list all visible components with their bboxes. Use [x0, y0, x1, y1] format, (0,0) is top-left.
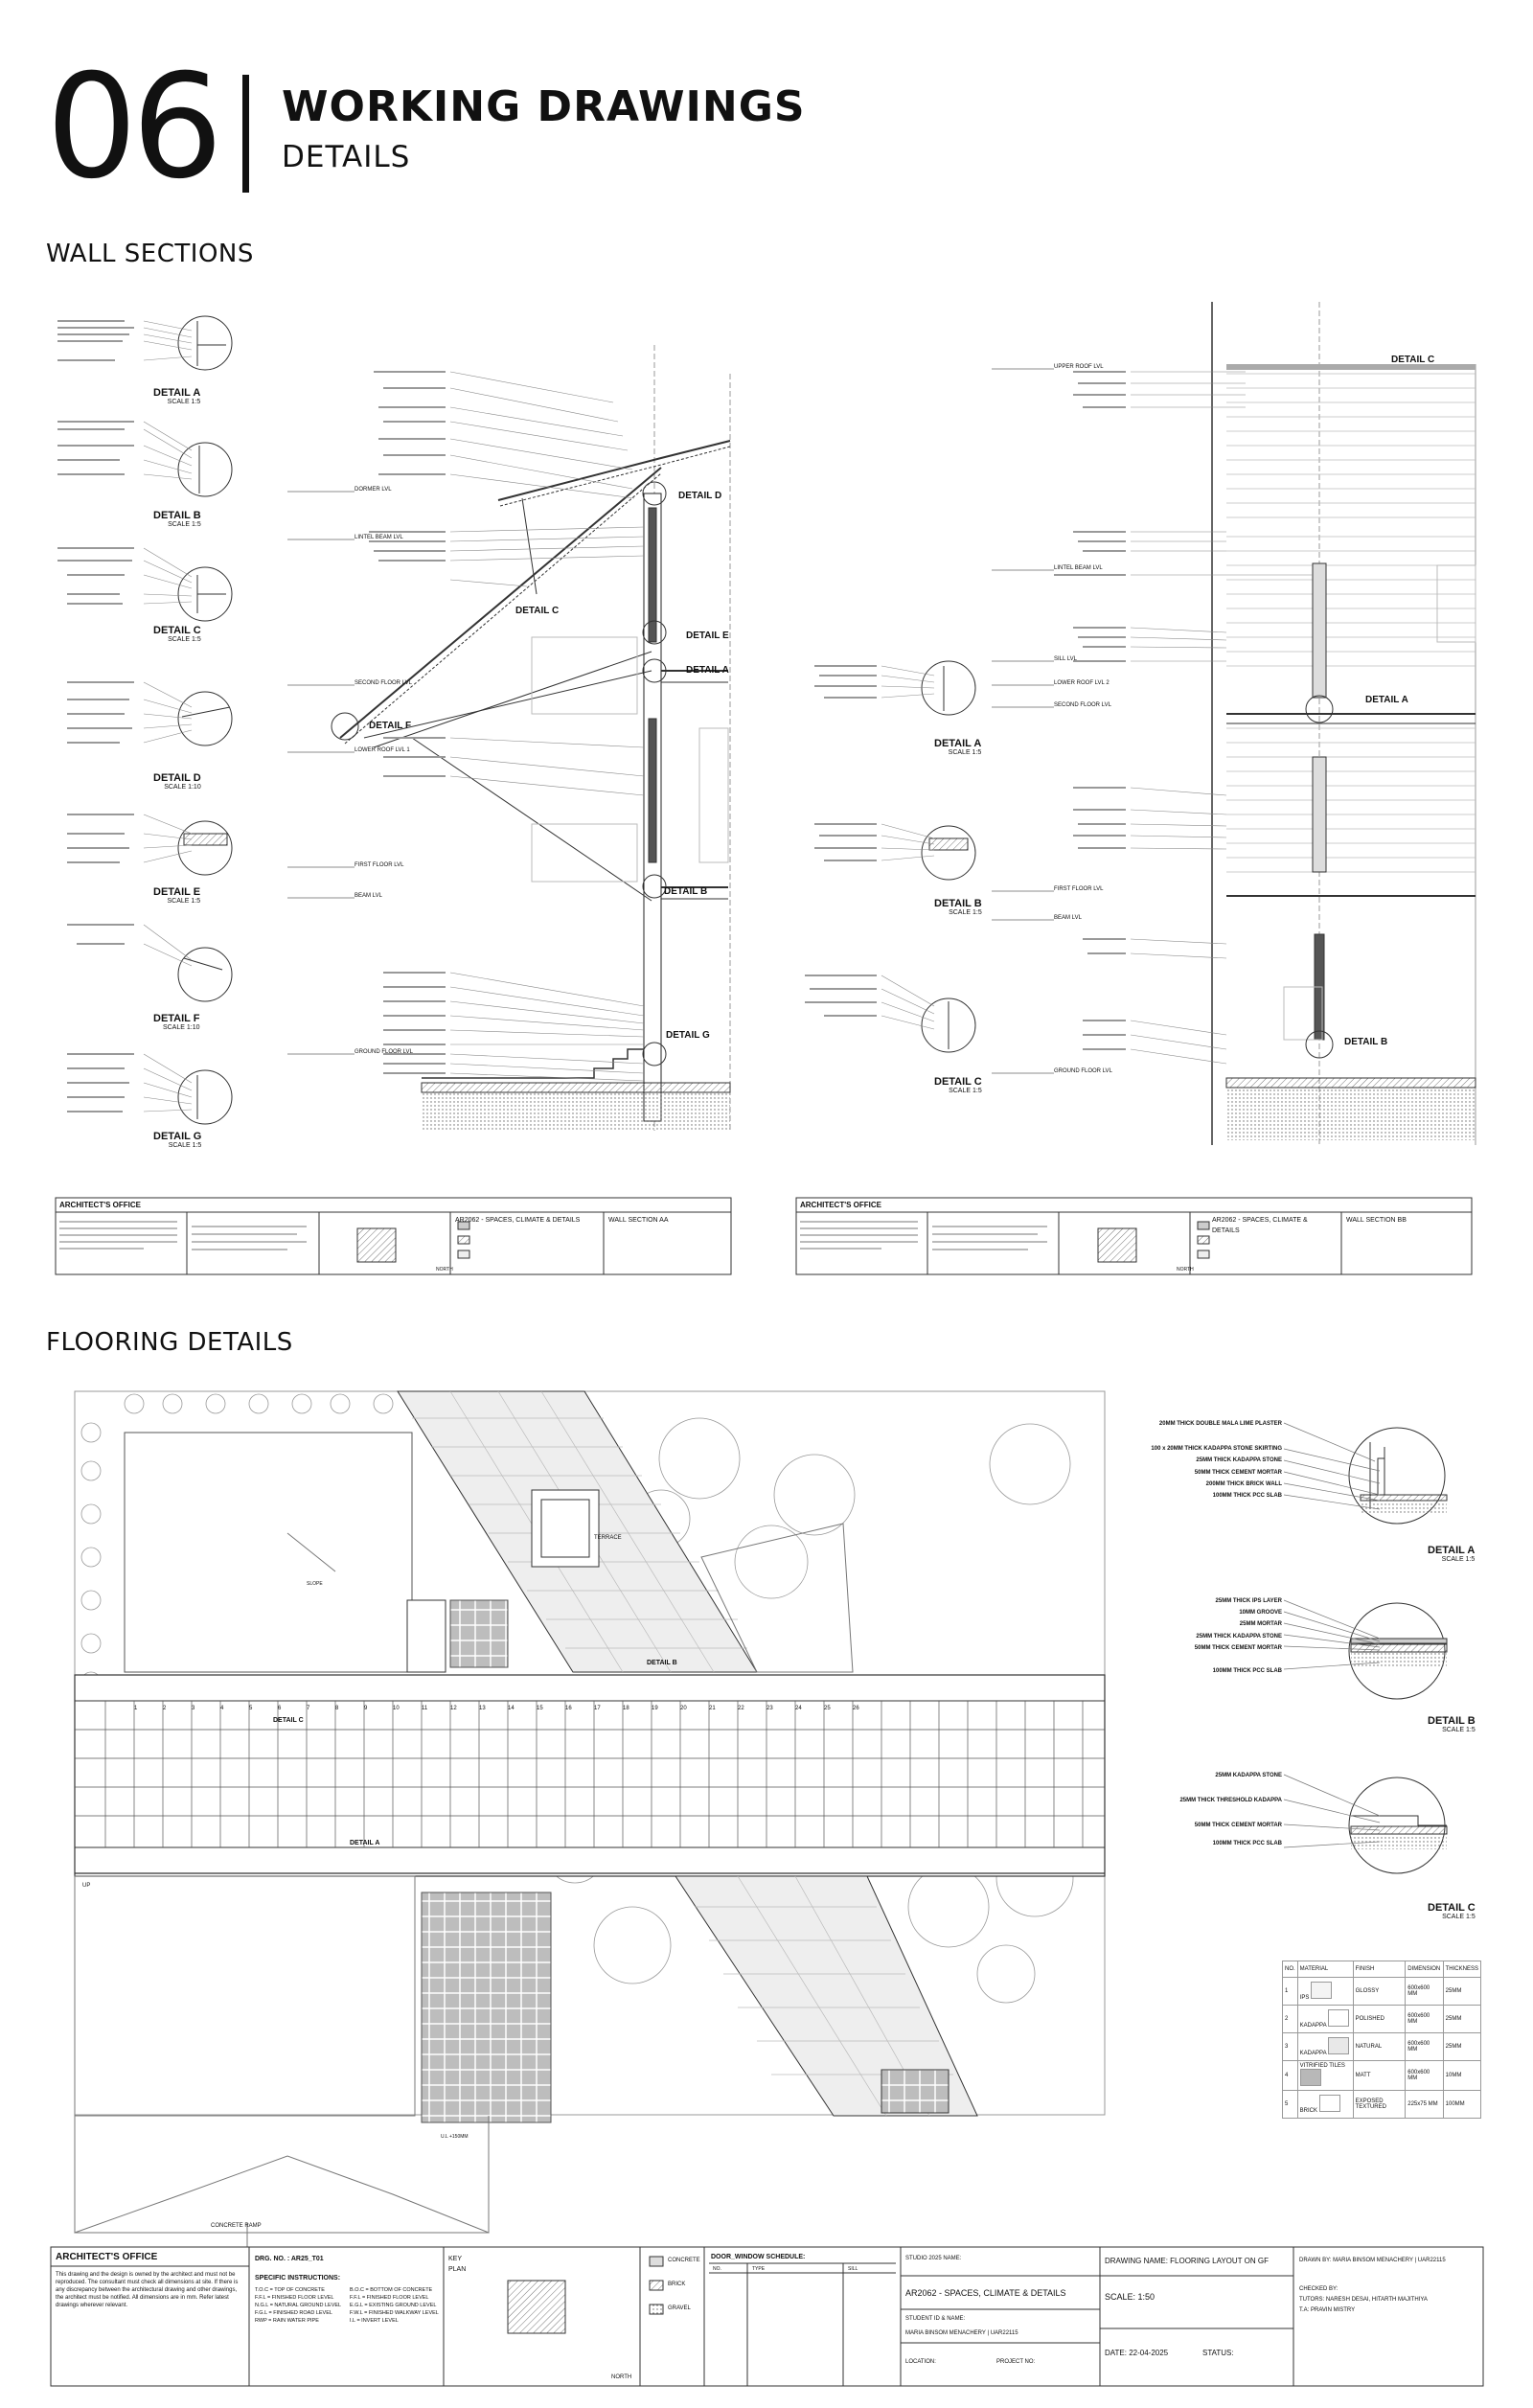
grid-number: 25 [824, 1706, 831, 1711]
titleblock-office: ARCHITECT'S OFFICE [800, 1201, 882, 1209]
cell: 5 [1283, 2091, 1298, 2119]
wall-detail-label: DETAIL D SCALE 1:10 [153, 772, 201, 791]
flooring-detail-c-layers [1131, 1770, 1282, 1850]
cell: EXPOSED TEXTURED [1353, 2091, 1406, 2119]
cell: 1 [1283, 1978, 1298, 2006]
col-header: THICKNESS [1443, 1961, 1480, 1978]
material-swatch [1319, 2095, 1340, 2112]
cell: 225x75 MM [1406, 2091, 1443, 2119]
drawing-status: STATUS: [1202, 2349, 1234, 2357]
section-callout: DETAIL B [664, 886, 708, 897]
small-titleblock-frames [56, 1198, 1472, 1274]
flooring-detail-a-layers [1131, 1418, 1282, 1502]
titleblock-north: NORTH [611, 2374, 632, 2380]
layer-label: 50MM THICK CEMENT MORTAR [1194, 1823, 1282, 1828]
section-callout: DETAIL C [515, 606, 560, 616]
material-swatch [1311, 1982, 1332, 1999]
flooring-detail-drawings [1284, 1423, 1447, 1873]
cell: POLISHED [1353, 2006, 1406, 2033]
drawing-date: DATE: 22-04-2025 [1105, 2349, 1169, 2357]
cell: 25MM [1443, 2033, 1480, 2061]
instruction-line: F.F.L = FINISHED FLOOR LEVEL [255, 2295, 334, 2301]
col-header: FINISH [1353, 1961, 1406, 1978]
cell: 2 [1283, 2006, 1298, 2033]
plan-label: U.L +150MM [441, 2134, 469, 2140]
schedule-col: NO. [713, 2266, 721, 2272]
material-name: KADAPPA [1299, 2051, 1327, 2056]
layer-label: 100MM THICK PCC SLAB [1212, 1668, 1282, 1675]
plan-label: DETAIL A [350, 1840, 380, 1846]
layer-label: 10MM GROOVE [1239, 1610, 1282, 1617]
col-header: DIMENSION [1406, 1961, 1443, 1978]
level-label: DORMER LVL [355, 487, 392, 493]
material-name: IPS [1299, 1995, 1310, 2001]
material-table [1282, 1961, 1481, 2119]
grid-number: 16 [565, 1706, 572, 1711]
section-heading-wall: WALL SECTIONS [46, 240, 254, 268]
level-label: GROUND FLOOR LVL [1054, 1068, 1112, 1074]
plan-label: DETAIL C [273, 1717, 304, 1724]
grid-number: 6 [278, 1706, 282, 1711]
titleblock-key-plan: KEY PLAN [448, 2256, 467, 2273]
titleblock-course: AR2062 - SPACES, CLIMATE & DETAILS [1212, 1217, 1308, 1234]
section-callout: DETAIL F [369, 721, 412, 731]
level-label: LINTEL BEAM LVL [1054, 565, 1103, 571]
grid-number: 23 [766, 1706, 773, 1711]
grid-number: 1 [134, 1706, 138, 1711]
material-name: VITRIFIED TILES [1299, 2063, 1345, 2069]
detail-circles-left [178, 316, 232, 1124]
section-callout: DETAIL E [686, 631, 729, 641]
cell: 25MM [1443, 1978, 1480, 2006]
annotation-stubs-left [57, 321, 134, 1112]
grid-number: 20 [680, 1706, 687, 1711]
flooring-detail-b-layers [1131, 1595, 1282, 1677]
cell [1297, 2091, 1353, 2119]
flooring-detail-label: DETAIL C SCALE 1:5 [1428, 1902, 1476, 1920]
grid-number: 21 [709, 1706, 716, 1711]
grid-number: 22 [738, 1706, 744, 1711]
col-header: NO. [1283, 1961, 1298, 1978]
legend-item: GRAVEL [668, 2305, 691, 2311]
titleblock-instructions-col1 [255, 2286, 346, 2325]
legend-item: BRICK [668, 2282, 686, 2287]
layer-label: 20MM THICK DOUBLE MALA LIME PLASTER [1158, 1421, 1282, 1427]
wall-detail-label: DETAIL E SCALE 1:5 [153, 886, 201, 905]
section-callout: DETAIL A [1365, 695, 1408, 705]
layer-label: 100MM THICK PCC SLAB [1212, 1841, 1282, 1846]
instruction-line: T.O.C = TOP OF CONCRETE [255, 2287, 325, 2293]
section-callout: DETAIL A [686, 665, 729, 676]
grid-number: 7 [307, 1706, 310, 1711]
grid-number: 14 [508, 1706, 515, 1711]
level-label: UPPER ROOF LVL [1054, 364, 1104, 370]
student-label: STUDENT ID & NAME: [905, 2316, 966, 2322]
section-callout: DETAIL C [1391, 355, 1435, 365]
cell: NATURAL [1353, 2033, 1406, 2061]
checked-by: CHECKED BY: [1299, 2286, 1339, 2292]
level-label: FIRST FLOOR LVL [1054, 886, 1104, 892]
titleblock-office: ARCHITECT'S OFFICE [56, 2252, 158, 2262]
level-label: GROUND FLOOR LVL [355, 1049, 413, 1055]
student-name: MARIA BINSOM MENACHERY | UAR22115 [905, 2330, 1018, 2336]
plan-label: TERRACE [594, 1535, 622, 1541]
table-row [1283, 1978, 1481, 2006]
cell: 600x600 MM [1406, 1978, 1443, 2006]
drawn-by: DRAWN BY: MARIA BINSOM MENACHERY | UAR22115 [1299, 2258, 1446, 2263]
flooring-detail-label: DETAIL A SCALE 1:5 [1428, 1545, 1476, 1563]
material-swatch [1300, 2069, 1321, 2086]
layer-label: 25MM THICK KADAPPA STONE [1196, 1457, 1282, 1464]
cell: MATT [1353, 2061, 1406, 2091]
grid-number: 24 [795, 1706, 802, 1711]
table-row [1283, 2091, 1481, 2119]
wall-detail-label: DETAIL B SCALE 1:5 [153, 510, 201, 528]
page-title: WORKING DRAWINGS [282, 82, 806, 131]
wall-section-right [805, 302, 1476, 1145]
layer-label: 100MM THICK PCC SLAB [1212, 1493, 1282, 1500]
course-name: AR2062 - SPACES, CLIMATE & DETAILS [905, 2288, 1066, 2298]
instruction-line: E.G.L = EXISTING GROUND LEVEL [350, 2303, 437, 2308]
layer-label: 25MM MORTAR [1239, 1621, 1282, 1628]
plan-label: SLOPE [307, 1581, 323, 1587]
level-label: BEAM LVL [1054, 915, 1082, 921]
titleblock-instructions-col2 [350, 2286, 441, 2325]
wall-detail-label: DETAIL B SCALE 1:5 [934, 898, 982, 916]
plan-label: UP [82, 1883, 91, 1889]
titleblock-drg-no: DRG. NO. : AR25_T01 [255, 2256, 324, 2262]
flooring-plan [75, 1391, 1105, 2247]
legend-item: CONCRETE [668, 2258, 700, 2263]
teaching-assistant: T.A: PRAVIN MISTRY [1299, 2307, 1356, 2313]
cell [1297, 2033, 1353, 2061]
schedule-col: SILL [848, 2266, 858, 2272]
wall-detail-label: DETAIL A SCALE 1:5 [934, 738, 982, 756]
project-label: PROJECT NO: [996, 2359, 1036, 2365]
cell: GLOSSY [1353, 1978, 1406, 2006]
level-label: LOWER ROOF LVL 1 [355, 747, 410, 753]
titleblock-north: NORTH [1177, 1267, 1194, 1273]
level-label: FIRST FLOOR LVL [355, 862, 404, 868]
titleblock-drawing: WALL SECTION BB [1346, 1217, 1407, 1224]
cell [1297, 2006, 1353, 2033]
grid-number: 9 [364, 1706, 368, 1711]
cell: 600x600 MM [1406, 2006, 1443, 2033]
flooring-detail-label: DETAIL B SCALE 1:5 [1428, 1715, 1476, 1733]
layer-label: 50MM THICK CEMENT MORTAR [1194, 1469, 1282, 1476]
instruction-line: RWP = RAIN WATER PIPE [255, 2318, 319, 2324]
grid-number: 4 [220, 1706, 224, 1711]
level-label: SECOND FLOOR LVL [355, 680, 412, 686]
level-label: LINTEL BEAM LVL [355, 535, 403, 540]
grid-number: 13 [479, 1706, 486, 1711]
wall-detail-label: DETAIL F SCALE 1:10 [153, 1013, 200, 1031]
page-subtitle: DETAILS [282, 140, 411, 174]
cell: 10MM [1443, 2061, 1480, 2091]
layer-label: 25MM THICK IPS LAYER [1215, 1598, 1282, 1604]
location-label: LOCATION: [905, 2359, 936, 2365]
layer-label: 25MM KADAPPA STONE [1215, 1773, 1282, 1778]
section-heading-flooring: FLOORING DETAILS [46, 1328, 293, 1357]
cell: 4 [1283, 2061, 1298, 2091]
wall-detail-label: DETAIL C SCALE 1:5 [153, 625, 201, 643]
cell: 100MM [1443, 2091, 1480, 2119]
level-label: LOWER ROOF LVL 2 [1054, 680, 1110, 686]
instruction-line: F.F.L = FINISHED FLOOR LEVEL [350, 2295, 429, 2301]
level-label: BEAM LVL [355, 893, 382, 899]
layer-label: 100 x 20MM THICK KADAPPA STONE SKIRTING [1151, 1446, 1282, 1453]
grid-number: 10 [393, 1706, 400, 1711]
cell: 600x600 MM [1406, 2061, 1443, 2091]
schedule-title: DOOR_WINDOW SCHEDULE: [711, 2254, 806, 2260]
grid-number: 8 [335, 1706, 339, 1711]
layer-label: 25MM THICK THRESHOLD KADAPPA [1179, 1798, 1282, 1803]
cell: 600x600 MM [1406, 2033, 1443, 2061]
drawing-scale: SCALE: 1:50 [1105, 2292, 1155, 2302]
section-callout: DETAIL D [678, 491, 722, 501]
cell: 25MM [1443, 2006, 1480, 2033]
instruction-line: I.L = INVERT LEVEL [350, 2318, 399, 2324]
grid-number: 26 [853, 1706, 859, 1711]
material-swatch [1328, 2037, 1349, 2054]
studio-label: STUDIO 2025 NAME: [905, 2256, 962, 2261]
material-table-header [1283, 1961, 1481, 1978]
section-callout: DETAIL G [666, 1030, 710, 1041]
instruction-line: N.G.L = NATURAL GROUND LEVEL [255, 2303, 342, 2308]
material-name: KADAPPA [1299, 2023, 1327, 2029]
grid-number: 3 [192, 1706, 195, 1711]
grid-number: 12 [450, 1706, 457, 1711]
cell: 3 [1283, 2033, 1298, 2061]
titleblock-instructions-head: SPECIFIC INSTRUCTIONS: [255, 2275, 341, 2282]
material-swatch [1328, 2009, 1349, 2027]
instruction-line: B.O.C = BOTTOM OF CONCRETE [350, 2287, 433, 2293]
sheet-number: 06 [46, 44, 217, 211]
layer-label: 50MM THICK CEMENT MORTAR [1194, 1644, 1282, 1651]
grid-number: 19 [652, 1706, 658, 1711]
col-header: MATERIAL [1297, 1961, 1353, 1978]
schedule-col: TYPE [752, 2266, 766, 2272]
grid-number: 5 [249, 1706, 253, 1711]
level-label: SILL LVL [1054, 656, 1078, 662]
layer-label: 200MM THICK BRICK WALL [1205, 1480, 1282, 1487]
titleblock-office: ARCHITECT'S OFFICE [59, 1201, 142, 1209]
cell [1297, 1978, 1353, 2006]
plan-label: DETAIL B [647, 1660, 677, 1666]
titleblock-course: AR2062 - SPACES, CLIMATE & DETAILS [455, 1217, 581, 1224]
grid-number: 15 [537, 1706, 543, 1711]
grid-number: 18 [623, 1706, 629, 1711]
layer-label: 25MM THICK KADAPPA STONE [1196, 1633, 1282, 1640]
grid-number: 2 [163, 1706, 167, 1711]
material-name: BRICK [1299, 2108, 1318, 2114]
wall-detail-label: DETAIL A SCALE 1:5 [153, 387, 201, 405]
titleblock-north: NORTH [436, 1267, 453, 1273]
table-row [1283, 2006, 1481, 2033]
cell [1297, 2061, 1353, 2091]
instruction-line: F.G.L = FINISHED ROAD LEVEL [255, 2310, 332, 2316]
titleblock-drawing: WALL SECTION AA [608, 1217, 669, 1224]
wall-detail-label: DETAIL C SCALE 1:5 [934, 1076, 982, 1094]
tutors: TUTORS: NARESH DESAI, HITARTH MAJITHIYA [1299, 2297, 1428, 2303]
section-callout: DETAIL B [1344, 1037, 1388, 1047]
grid-number: 11 [422, 1706, 428, 1711]
table-row [1283, 2061, 1481, 2091]
wall-detail-label: DETAIL G SCALE 1:5 [153, 1131, 202, 1149]
grid-number: 17 [594, 1706, 601, 1711]
table-row [1283, 2033, 1481, 2061]
instruction-line: F.W.L = FINISHED WALKWAY LEVEL [350, 2310, 439, 2316]
titleblock-notes: This drawing and the design is owned by the architect and must not be reproduced. The consultant must check all dimensions at site. If there is any discrepancy between the architectural drawing and other drawings, the architect must be notified. All dimensions are in mm. Refer latest drawings wherever relevant. [56, 2272, 239, 2308]
level-label: SECOND FLOOR LVL [1054, 702, 1111, 708]
drawing-name: DRAWING NAME: FLOORING LAYOUT ON GF [1105, 2257, 1269, 2265]
plan-label: CONCRETE RAMP [211, 2223, 262, 2229]
small-titleblock-text-stubs [59, 1222, 1047, 1250]
